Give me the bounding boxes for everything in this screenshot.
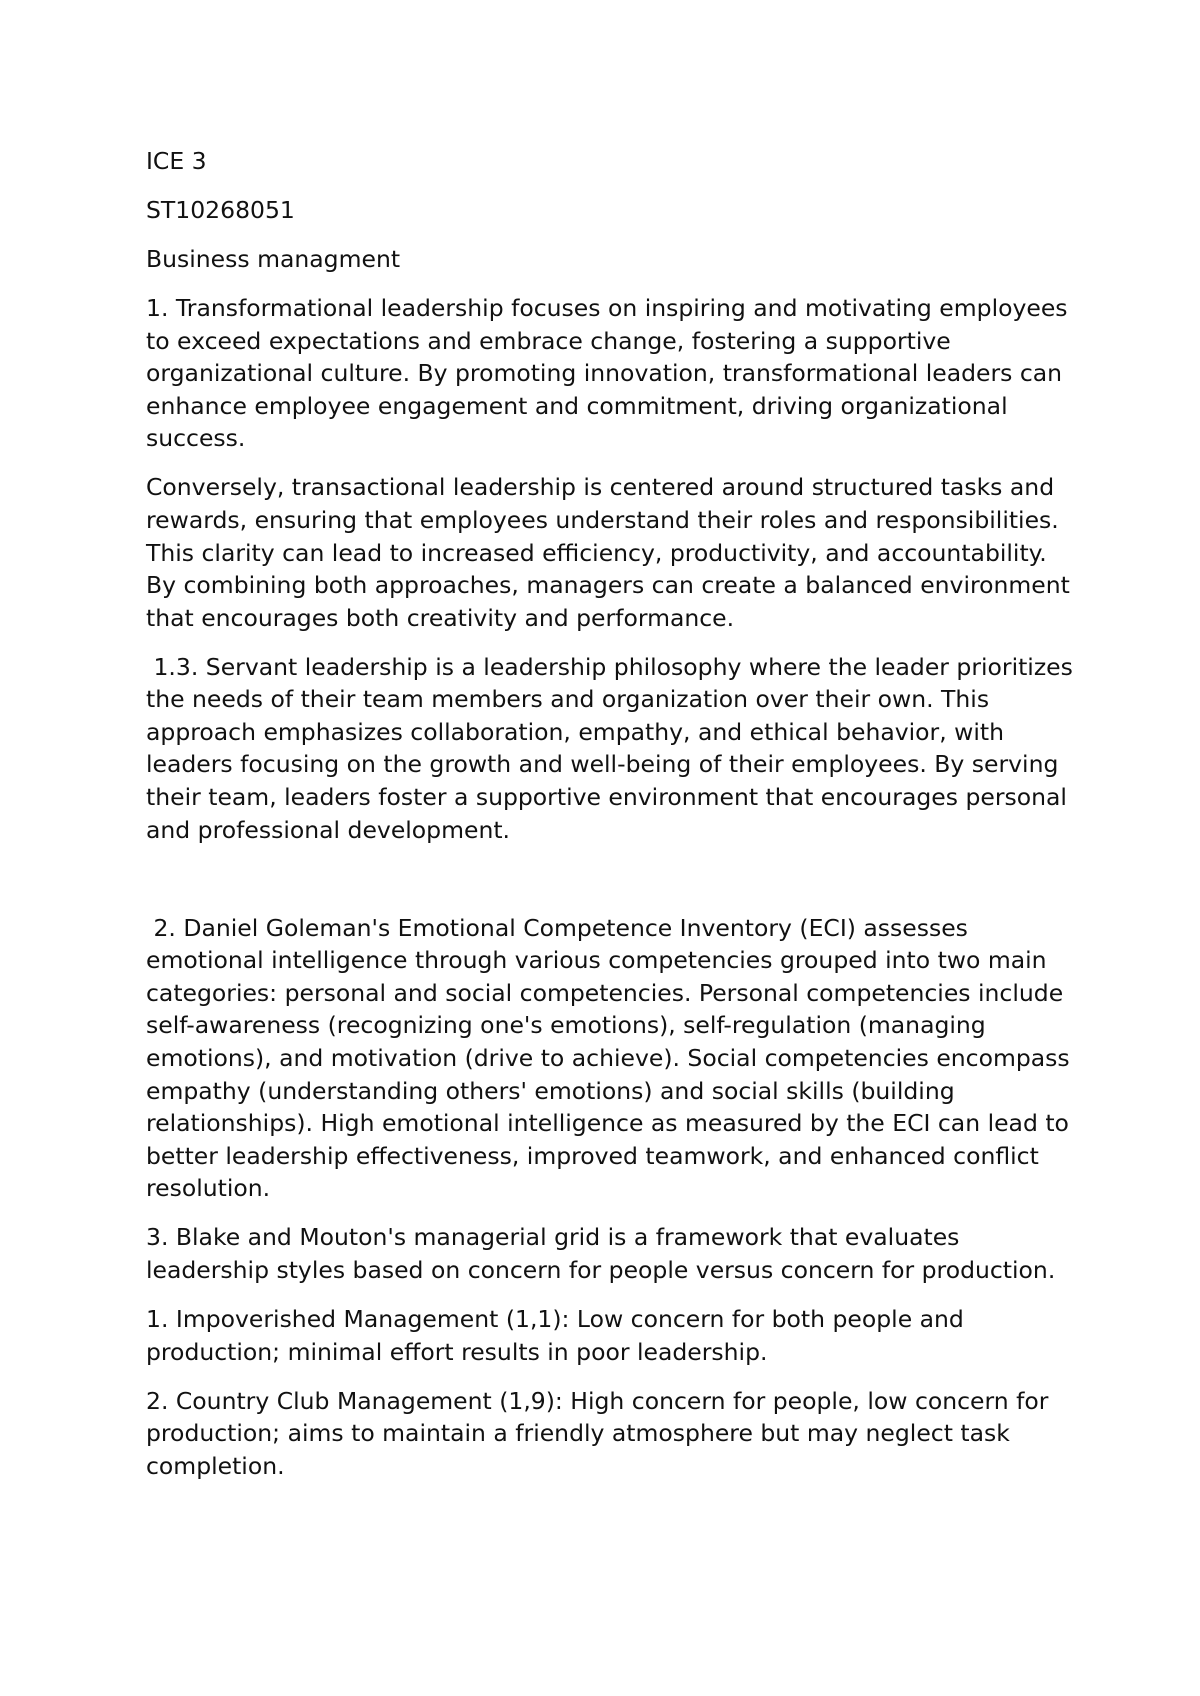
paragraph-transactional-leadership: Conversely, transactional leadership is centered around structured tasks and rewards, ensuring that employees understand their roles and responsibilities. This clarity can lead to increased efficiency, productivity, and accountability. By combining both approaches, managers can create a balanced environment that encourages both creativity and performance. xyxy=(146,473,1070,632)
document-title: ICE 3 xyxy=(146,147,207,175)
paragraph-transformational-leadership: 1. Transformational leadership focuses on inspiring and motivating employees to exceed expectations and embrace change, fostering a supportive organizational culture. By promoting innovation, transformational leaders can enhance employee engagement and commitment, driving organizational success. xyxy=(146,293,1068,453)
paragraph-country-club-management: 2. Country Club Management (1,9): High concern for people, low concern for production; aims to maintain a friendly atmosphere but may neglect task completion. xyxy=(146,1386,1049,1480)
subject-line: Business managment xyxy=(146,244,401,273)
paragraph-servant-leadership: 1.3. Servant leadership is a leadership philosophy where the leader prioritizes the needs of their team members and organization over their own. This approach emphasizes collaboration, empathy, and ethical behavior, with leaders focusing on the growth and well-being of their employees. By serving their team, leaders foster a supportive environment that encourages personal and professional development. xyxy=(146,652,1081,844)
paragraph-emotional-competence: 2. Daniel Goleman's Emotional Competence Inventory (ECI) assesses emotional intelligence through various competencies grouped into two main categories: personal and social competencies. Personal competencies include self-awareness (recognizing one's emotions), self-regulation (managing emotions), and motivation (drive to achieve). Social competencies encompass empathy (understanding others' emotions) and social skills (building relationships). High emotional intelligence as measured by the ECI can lead to better leadership effectiveness, improved teamwork, and enhanced conflict resolution. xyxy=(146,913,1078,1203)
document-body xyxy=(146,145,1081,1499)
student-id: ST10268051 xyxy=(146,195,295,224)
paragraph-managerial-grid: 3. Blake and Mouton's managerial grid is a framework that evaluates leadership styles based on concern for people versus concern for production. xyxy=(146,1223,1056,1284)
blank-line xyxy=(146,863,1076,912)
paragraph-impoverished-management: 1. Impoverished Management (1,1): Low concern for both people and production; minimal effort results in poor leadership. xyxy=(146,1304,964,1366)
